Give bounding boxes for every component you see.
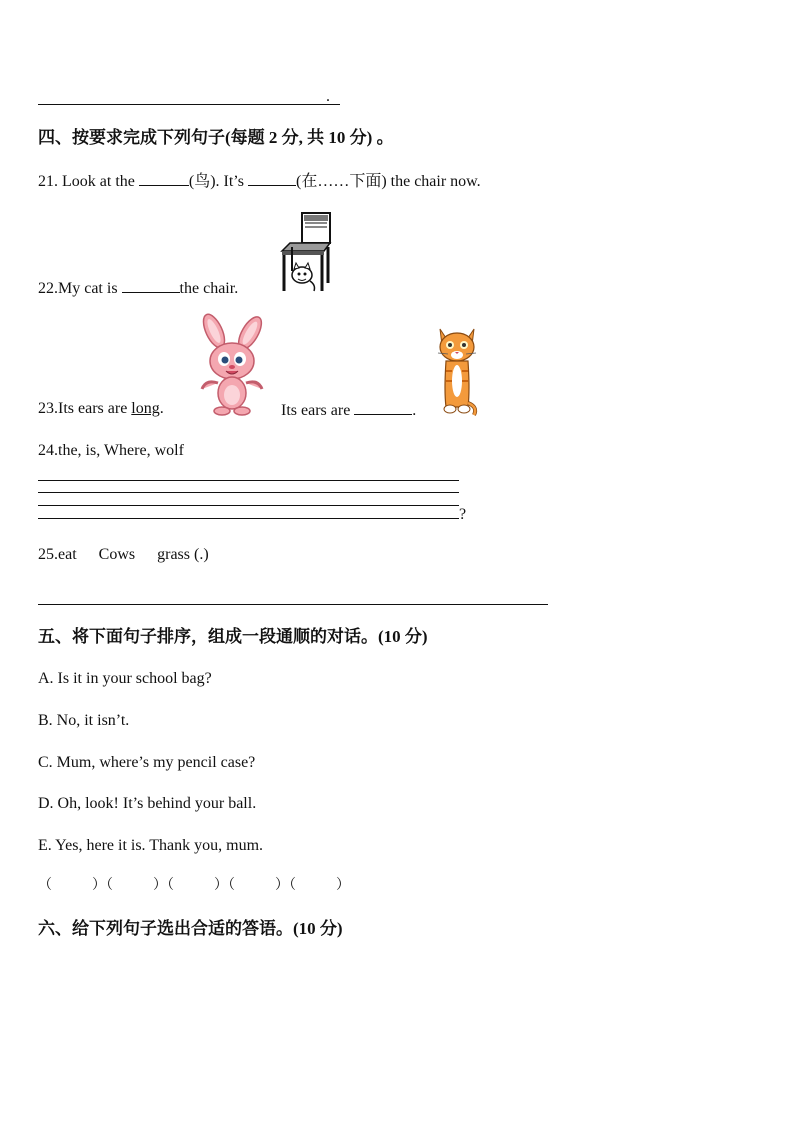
- question-number: 25: [38, 546, 54, 563]
- question-23-second: Its ears are .: [281, 402, 417, 419]
- blank-21a[interactable]: [139, 171, 189, 186]
- dialog-item-d: D. Oh, look! It’s behind your ball.: [38, 795, 257, 812]
- blank-23[interactable]: [354, 400, 412, 415]
- answer-line-24b[interactable]: [38, 492, 459, 493]
- question-24: 24.the, is, Where, wolf: [38, 442, 184, 459]
- question-22: 22.My cat is the chair.: [38, 280, 239, 297]
- blank-22[interactable]: [122, 278, 180, 293]
- answer-line-25[interactable]: [38, 604, 548, 605]
- question-23: 23.Its ears are long.: [38, 400, 164, 417]
- question-21: 21. Look at the (鸟). It’s (在……下面) the chair now.: [38, 173, 481, 190]
- word-3: grass (.): [157, 546, 209, 563]
- question-number: 21: [38, 173, 54, 190]
- section6-title: 六、给下列句子选出合适的答语。(10 分): [38, 919, 343, 938]
- answer-slots[interactable]: （ ）（ ）（ ）（ ）（ ）: [38, 878, 350, 893]
- blank-21b[interactable]: [248, 171, 296, 186]
- cat-icon: [434, 325, 480, 417]
- answer-line-24a[interactable]: [38, 480, 459, 481]
- word-2: Cows: [98, 546, 136, 563]
- dialog-item-c: C. Mum, where’s my pencil case?: [38, 754, 256, 771]
- question-number: 24: [38, 442, 54, 459]
- chair-with-cat-icon: [278, 211, 334, 293]
- rabbit-icon: [190, 313, 274, 417]
- question-mark: ?: [459, 506, 467, 523]
- dialog-item-b: B. No, it isn’t.: [38, 712, 130, 729]
- answer-line-24d[interactable]: [38, 518, 459, 519]
- question-25: [38, 546, 209, 564]
- answer-line-24c[interactable]: [38, 505, 459, 506]
- answer-line-top[interactable]: [38, 104, 340, 105]
- dialog-item-e: E. Yes, here it is. Thank you, mum.: [38, 837, 264, 854]
- answer-line-period: .: [326, 88, 330, 105]
- question-number: 22: [38, 280, 54, 297]
- section4-title: 四、按要求完成下列句子(每题 2 分, 共 10 分) 。: [38, 128, 394, 147]
- section5-title: 五、将下面句子排序，组成一段通顺的对话。(10 分): [38, 627, 428, 646]
- dialog-item-a: A. Is it in your school bag?: [38, 670, 212, 687]
- question-number: 23: [38, 400, 54, 417]
- word-1: .eat: [54, 546, 77, 563]
- underlined-word: long: [131, 400, 160, 417]
